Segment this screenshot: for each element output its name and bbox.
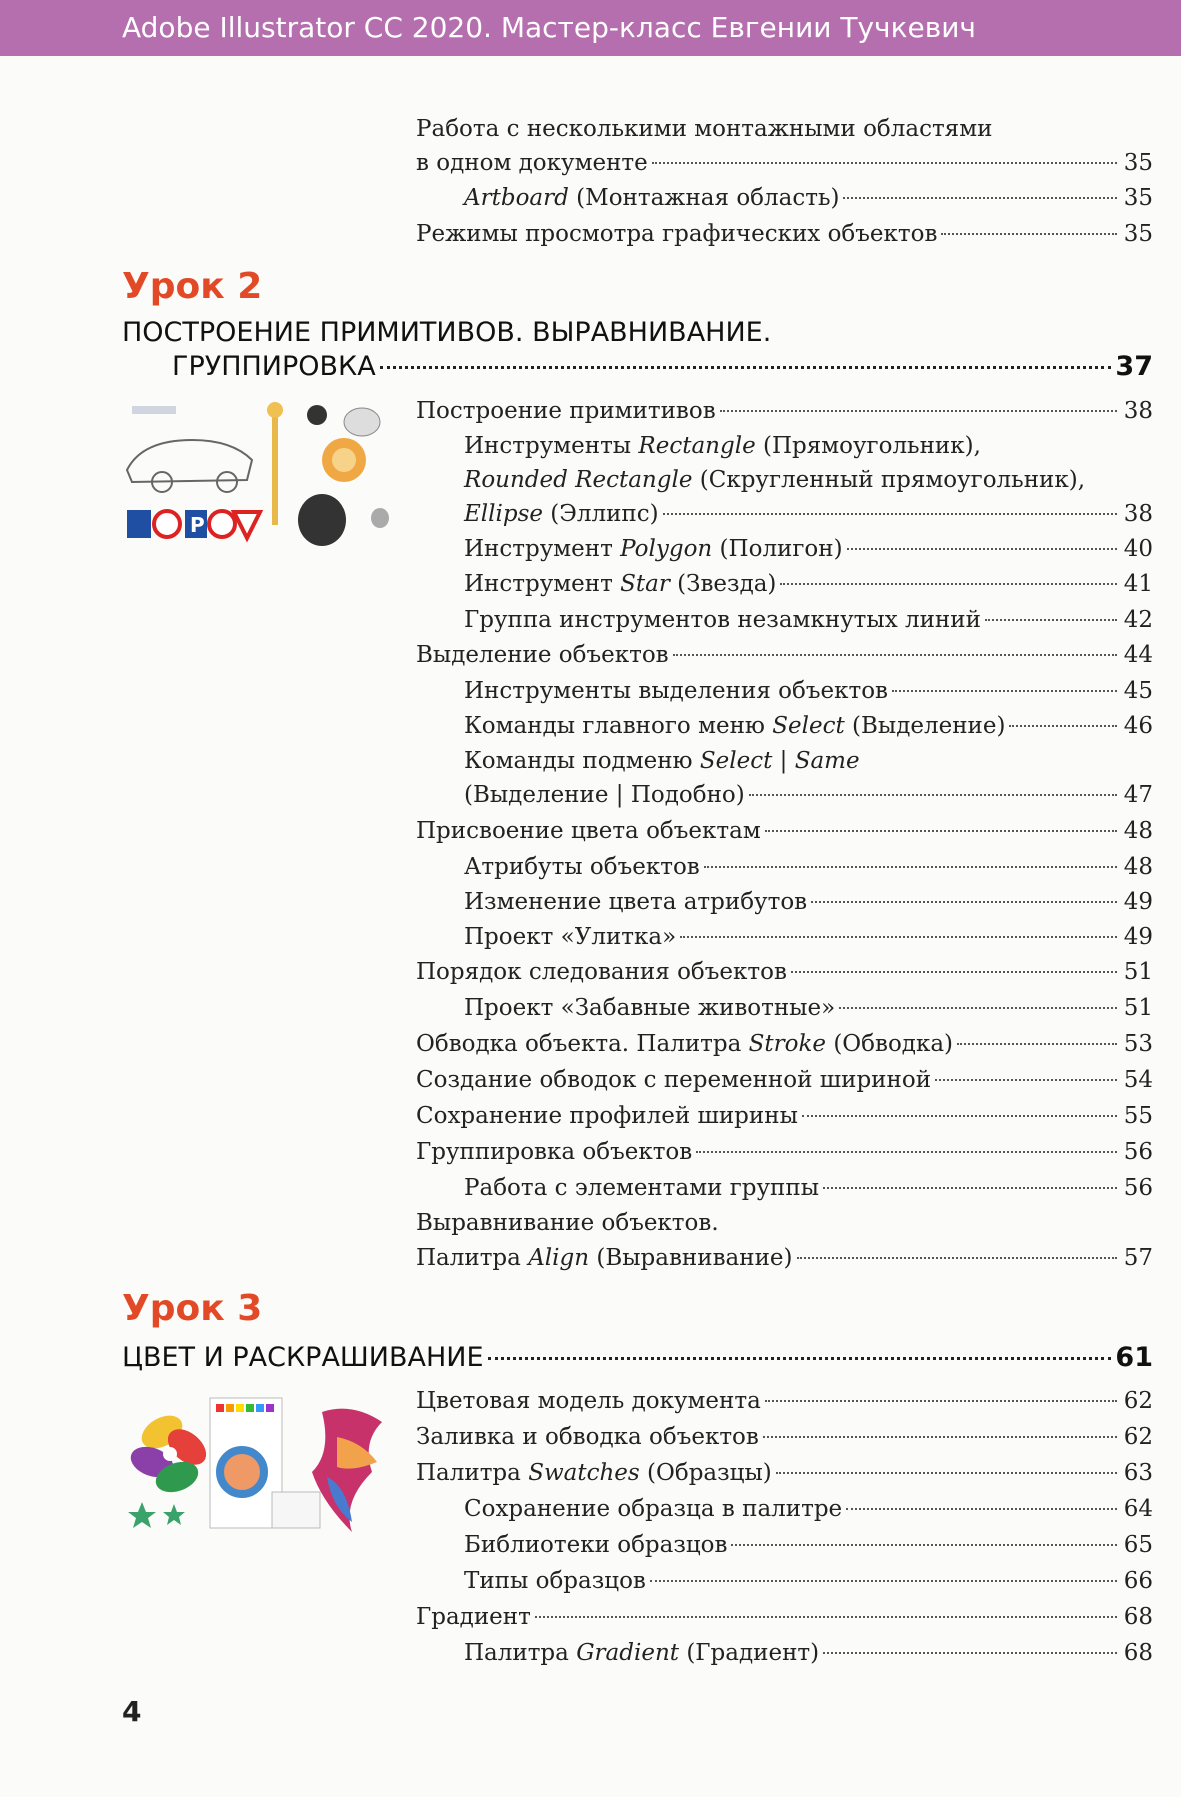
page-ref: 37 [1115,351,1153,382]
page-ref: 53 [1123,1031,1153,1057]
toc-entry: Палитра Gradient (Градиент) 68 [464,1636,1153,1670]
page-ref: 66 [1123,1568,1153,1594]
toc-entry: Палитра Swatches (Образцы) 63 [416,1456,1153,1490]
page-ref: 62 [1123,1424,1153,1450]
page-ref: 63 [1123,1460,1153,1486]
page-ref: 48 [1123,818,1153,844]
dot-leader [696,1151,1117,1153]
toc-entry-text: (Монтажная область) [568,185,840,211]
toc-entry-text: Команды подменю Select | Same [464,748,860,774]
page-ref: 35 [1123,221,1153,247]
dot-leader [488,1357,1112,1360]
toc-entry: Ellipse (Эллипс) 38 [464,497,1153,531]
dot-leader [985,619,1117,621]
car-icon [127,440,252,482]
road-sign-icon [127,510,151,538]
lesson-label: Урок 3 [122,1288,263,1329]
toc-entry: Библиотеки образцов 65 [464,1528,1153,1562]
toc-entry: Группировка объектов 56 [416,1135,1153,1169]
page-ref: 38 [1123,501,1153,527]
dot-leader [652,162,1117,164]
dot-leader [811,901,1117,903]
dot-leader [673,654,1117,656]
sheep-icon [344,408,380,436]
page-ref: 49 [1123,924,1153,950]
lesson2-illustration [122,400,402,550]
toc-entry: Сохранение профилей ширины 55 [416,1099,1153,1133]
page-ref: 46 [1123,713,1153,739]
toc-entry: Атрибуты объектов 48 [464,850,1153,884]
page-ref: 65 [1123,1532,1153,1558]
toc-entry: Изменение цвета атрибутов 49 [464,885,1153,919]
page-ref: 61 [1115,1342,1153,1373]
toc-entry: Инструменты выделения объектов 45 [464,674,1153,708]
toc-entry: (Выделение | Подобно) 47 [464,778,1153,812]
toc-entry: Выделение объектов 44 [416,638,1153,672]
dot-leader [663,513,1117,515]
dot-leader [802,1115,1117,1117]
chapter-title-row [172,350,1153,384]
page-ref: 68 [1123,1640,1153,1666]
toc-entry: Работа с элементами группы 56 [464,1171,1153,1205]
dot-leader [765,830,1117,832]
toc-entry: Инструмент Star (Звезда) 41 [464,567,1153,601]
color-wheel-icon [220,1450,264,1494]
chapter-title: ЦВЕТ И РАСКРАШИВАНИЕ [122,1342,484,1373]
dot-leader [823,1652,1117,1654]
svg-text:P: P [190,513,205,537]
page-ref: 42 [1123,607,1153,633]
page-ref: 35 [1123,185,1153,211]
toc-entry-text: в одном документе [416,150,648,176]
toc-entry: Сохранение образца в палитре 64 [464,1492,1153,1526]
page-ref: 40 [1123,536,1153,562]
dot-leader [839,1007,1117,1009]
page-ref: 38 [1123,398,1153,424]
toc-entry: Присвоение цвета объектам 48 [416,814,1153,848]
dot-leader [1009,725,1117,727]
toolbar-thumbnail [132,406,176,414]
toc-entry: Цветовая модель документа 62 [416,1384,1153,1418]
page-ref: 55 [1123,1103,1153,1129]
book-title-header: Adobe Illustrator CC 2020. Мастер-класс Евгении Тучкевич [0,0,1181,56]
page-ref: 45 [1123,678,1153,704]
dot-leader [704,866,1117,868]
toc-entry-text: Выравнивание объектов. [416,1210,719,1236]
toc-entry: Порядок следования объектов 51 [416,955,1153,989]
star-icon [128,1502,185,1528]
dot-leader [780,583,1117,585]
dot-leader [846,1508,1117,1510]
dot-leader [535,1616,1117,1618]
page-ref: 51 [1123,995,1153,1021]
toc-entry-text: Инструменты Rectangle (Прямоугольник), [464,433,981,459]
toc-entry-text: Работа с несколькими монтажными областями [416,116,993,142]
dot-leader [720,410,1117,412]
dot-leader [731,1544,1117,1546]
dot-leader [823,1187,1117,1189]
page-ref: 56 [1123,1175,1153,1201]
toc-entry [464,181,1153,215]
dot-leader [892,690,1117,692]
dot-leader [847,548,1117,550]
toc-entry: Инструмент Polygon (Полигон) 40 [464,532,1153,566]
page-ref: 35 [1123,150,1153,176]
toc-entry: Палитра Align (Выравнивание) 57 [416,1241,1153,1275]
gorilla-icon [298,494,346,546]
flower-icon [127,1409,213,1498]
toc-entry: Заливка и обводка объектов 62 [416,1420,1153,1454]
dot-leader [380,366,1112,369]
dot-leader [797,1257,1118,1259]
toc-entry: Проект «Забавные животные» 51 [464,991,1153,1025]
dot-leader [843,197,1117,199]
giraffe-icon [272,405,278,525]
toc-entry [416,146,1153,180]
toc-entry: Типы образцов 66 [464,1564,1153,1598]
page-ref: 47 [1123,782,1153,808]
chapter-title-cont: ГРУППИРОВКА [172,351,376,382]
dot-leader [680,936,1117,938]
dot-leader [957,1043,1117,1045]
page-ref: 62 [1123,1388,1153,1414]
toc-entry-text: Rounded Rectangle (Скругленный прямоугольник), [464,467,1086,493]
lesson3-illustration [122,1392,402,1542]
dot-leader [650,1580,1117,1582]
bird-icon [371,508,389,528]
cat-icon [307,405,327,425]
toc-entry-text: Режимы просмотра графических объектов [416,221,938,247]
chapter-title: ПОСТРОЕНИЕ ПРИМИТИВОВ. ВЫРАВНИВАНИЕ. [122,317,772,348]
page-ref: 51 [1123,959,1153,985]
lesson-label: Урок 2 [122,266,263,307]
page-ref: 41 [1123,571,1153,597]
toc-entry: Обводка объекта. Палитра Stroke (Обводка) 53 [416,1027,1153,1061]
page-ref: 49 [1123,889,1153,915]
toc-entry: Группа инструментов незамкнутых линий 42 [464,603,1153,637]
page-ref: 44 [1123,642,1153,668]
page-ref: 56 [1123,1139,1153,1165]
chapter-title-row [122,1341,1153,1375]
toc-entry: Градиент 68 [416,1600,1153,1634]
page-ref: 48 [1123,854,1153,880]
page-ref: 57 [1123,1245,1153,1271]
toc-entry: Проект «Улитка» 49 [464,920,1153,954]
toc-entry: Команды главного меню Select (Выделение) 46 [464,709,1153,743]
dot-leader [765,1400,1117,1402]
dot-leader [791,971,1117,973]
dot-leader [776,1472,1117,1474]
page-ref: 64 [1123,1496,1153,1522]
dot-leader [749,794,1117,796]
dot-leader [935,1079,1117,1081]
dot-leader [763,1436,1117,1438]
toc-entry-text: Построение примитивов [416,398,716,424]
page-number: 4 [122,1695,142,1728]
dot-leader [941,233,1117,235]
toc-entry [416,217,1153,251]
toc-entry [416,394,1153,428]
page-ref: 68 [1123,1604,1153,1630]
page-ref: 54 [1123,1067,1153,1093]
toc-entry-italic: Artboard [464,185,569,211]
toc-entry: Создание обводок с переменной шириной 54 [416,1063,1153,1097]
